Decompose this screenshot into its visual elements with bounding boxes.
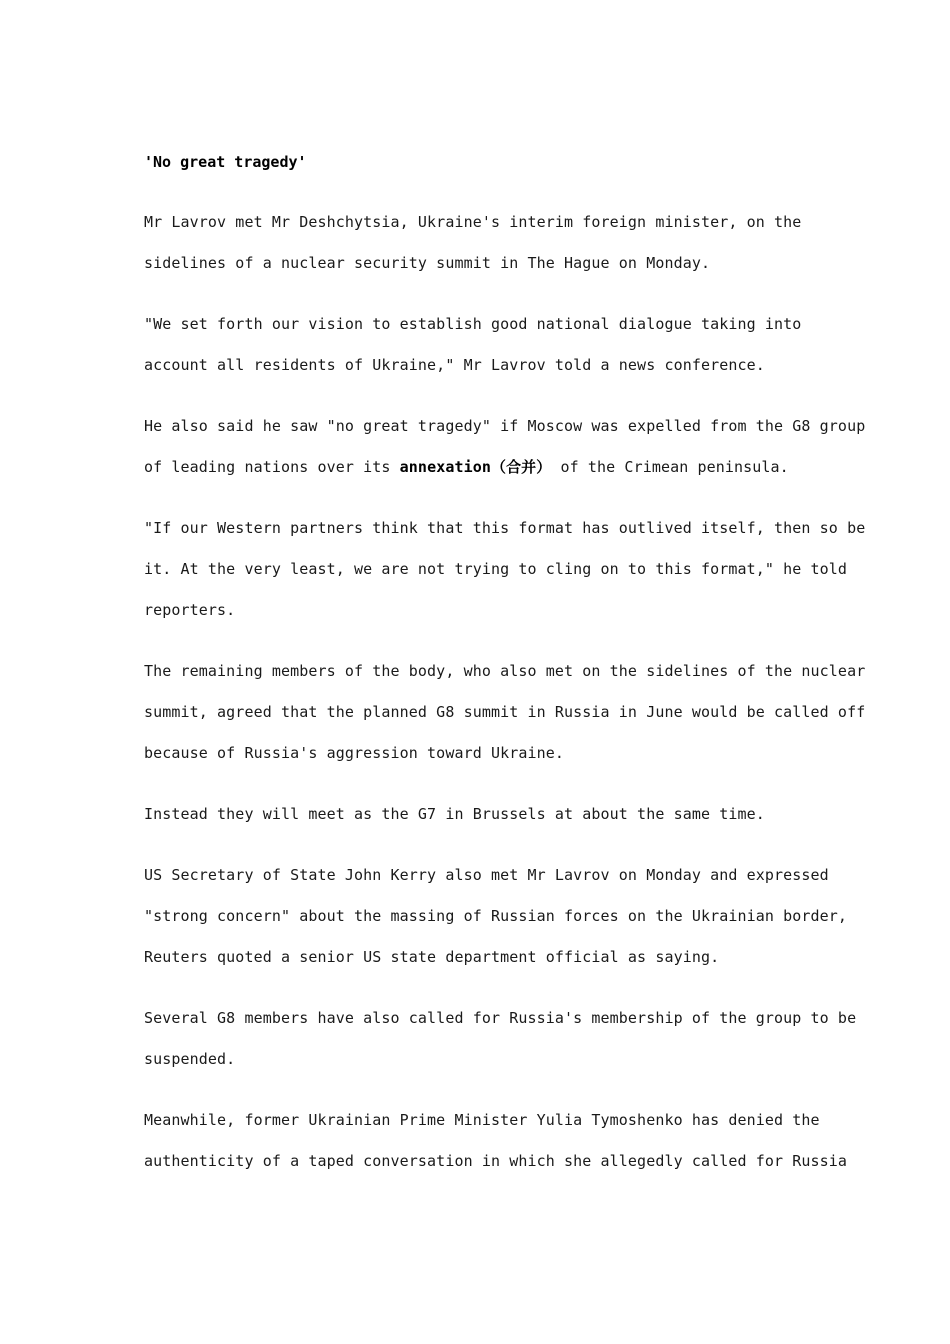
bold-term: annexation（合并）	[399, 458, 552, 476]
paragraph-4	[144, 508, 866, 631]
text-line: Instead they will meet as the G7 in Brussels at about the same time.	[144, 805, 765, 823]
paragraph-2	[144, 304, 824, 386]
text-line: authenticity of a taped conversation in which she allegedly called for Russia	[144, 1152, 848, 1170]
section-heading: 'No great tragedy'	[144, 153, 307, 171]
text-line: reporters.	[144, 601, 236, 619]
text-line: The remaining members of the body, who also met on the sidelines of the nuclear	[144, 662, 866, 680]
text-line	[144, 447, 824, 488]
text-line: Meanwhile, former Ukrainian Prime Minister Yulia Tymoshenko has denied the	[144, 1111, 820, 1129]
text-line: Reuters quoted a senior US state department official as saying.	[144, 948, 720, 966]
paragraph-8	[144, 998, 857, 1080]
text-line: because of Russia's aggression toward Ukraine.	[144, 744, 565, 762]
paragraph-7	[144, 855, 848, 978]
text-segment: of leading nations over its	[144, 458, 400, 476]
text-line: Several G8 members have also called for Russia's membership of the group to be	[144, 1009, 857, 1027]
text-line: "We set forth our vision to establish good national dialogue taking into	[144, 315, 802, 333]
paragraph-5	[144, 651, 866, 774]
text-line: Mr Lavrov met Mr Deshchytsia, Ukraine's interim foreign minister, on the	[144, 213, 802, 231]
text-segment: of the Crimean peninsula.	[551, 458, 789, 476]
text-line: "strong concern" about the massing of Russian forces on the Ukrainian border,	[144, 907, 848, 925]
text-line: suspended.	[144, 1050, 236, 1068]
text-line: account all residents of Ukraine," Mr Lavrov told a news conference.	[144, 356, 765, 374]
text-line: sidelines of a nuclear security summit in The Hague on Monday.	[144, 254, 711, 272]
text-line: summit, agreed that the planned G8 summit in Russia in June would be called off	[144, 703, 866, 721]
paragraph-9	[144, 1100, 848, 1182]
paragraph-6	[144, 794, 824, 835]
paragraph-1	[144, 202, 824, 284]
text-line: He also said he saw "no great tragedy" if Moscow was expelled from the G8 group	[144, 417, 866, 435]
text-line: it. At the very least, we are not trying to cling on to this format," he told	[144, 560, 848, 578]
paragraph-3	[144, 406, 866, 488]
text-line: "If our Western partners think that this format has outlived itself, then so be	[144, 519, 866, 537]
text-line: US Secretary of State John Kerry also met Mr Lavrov on Monday and expressed	[144, 866, 829, 884]
document-page	[144, 148, 866, 1202]
